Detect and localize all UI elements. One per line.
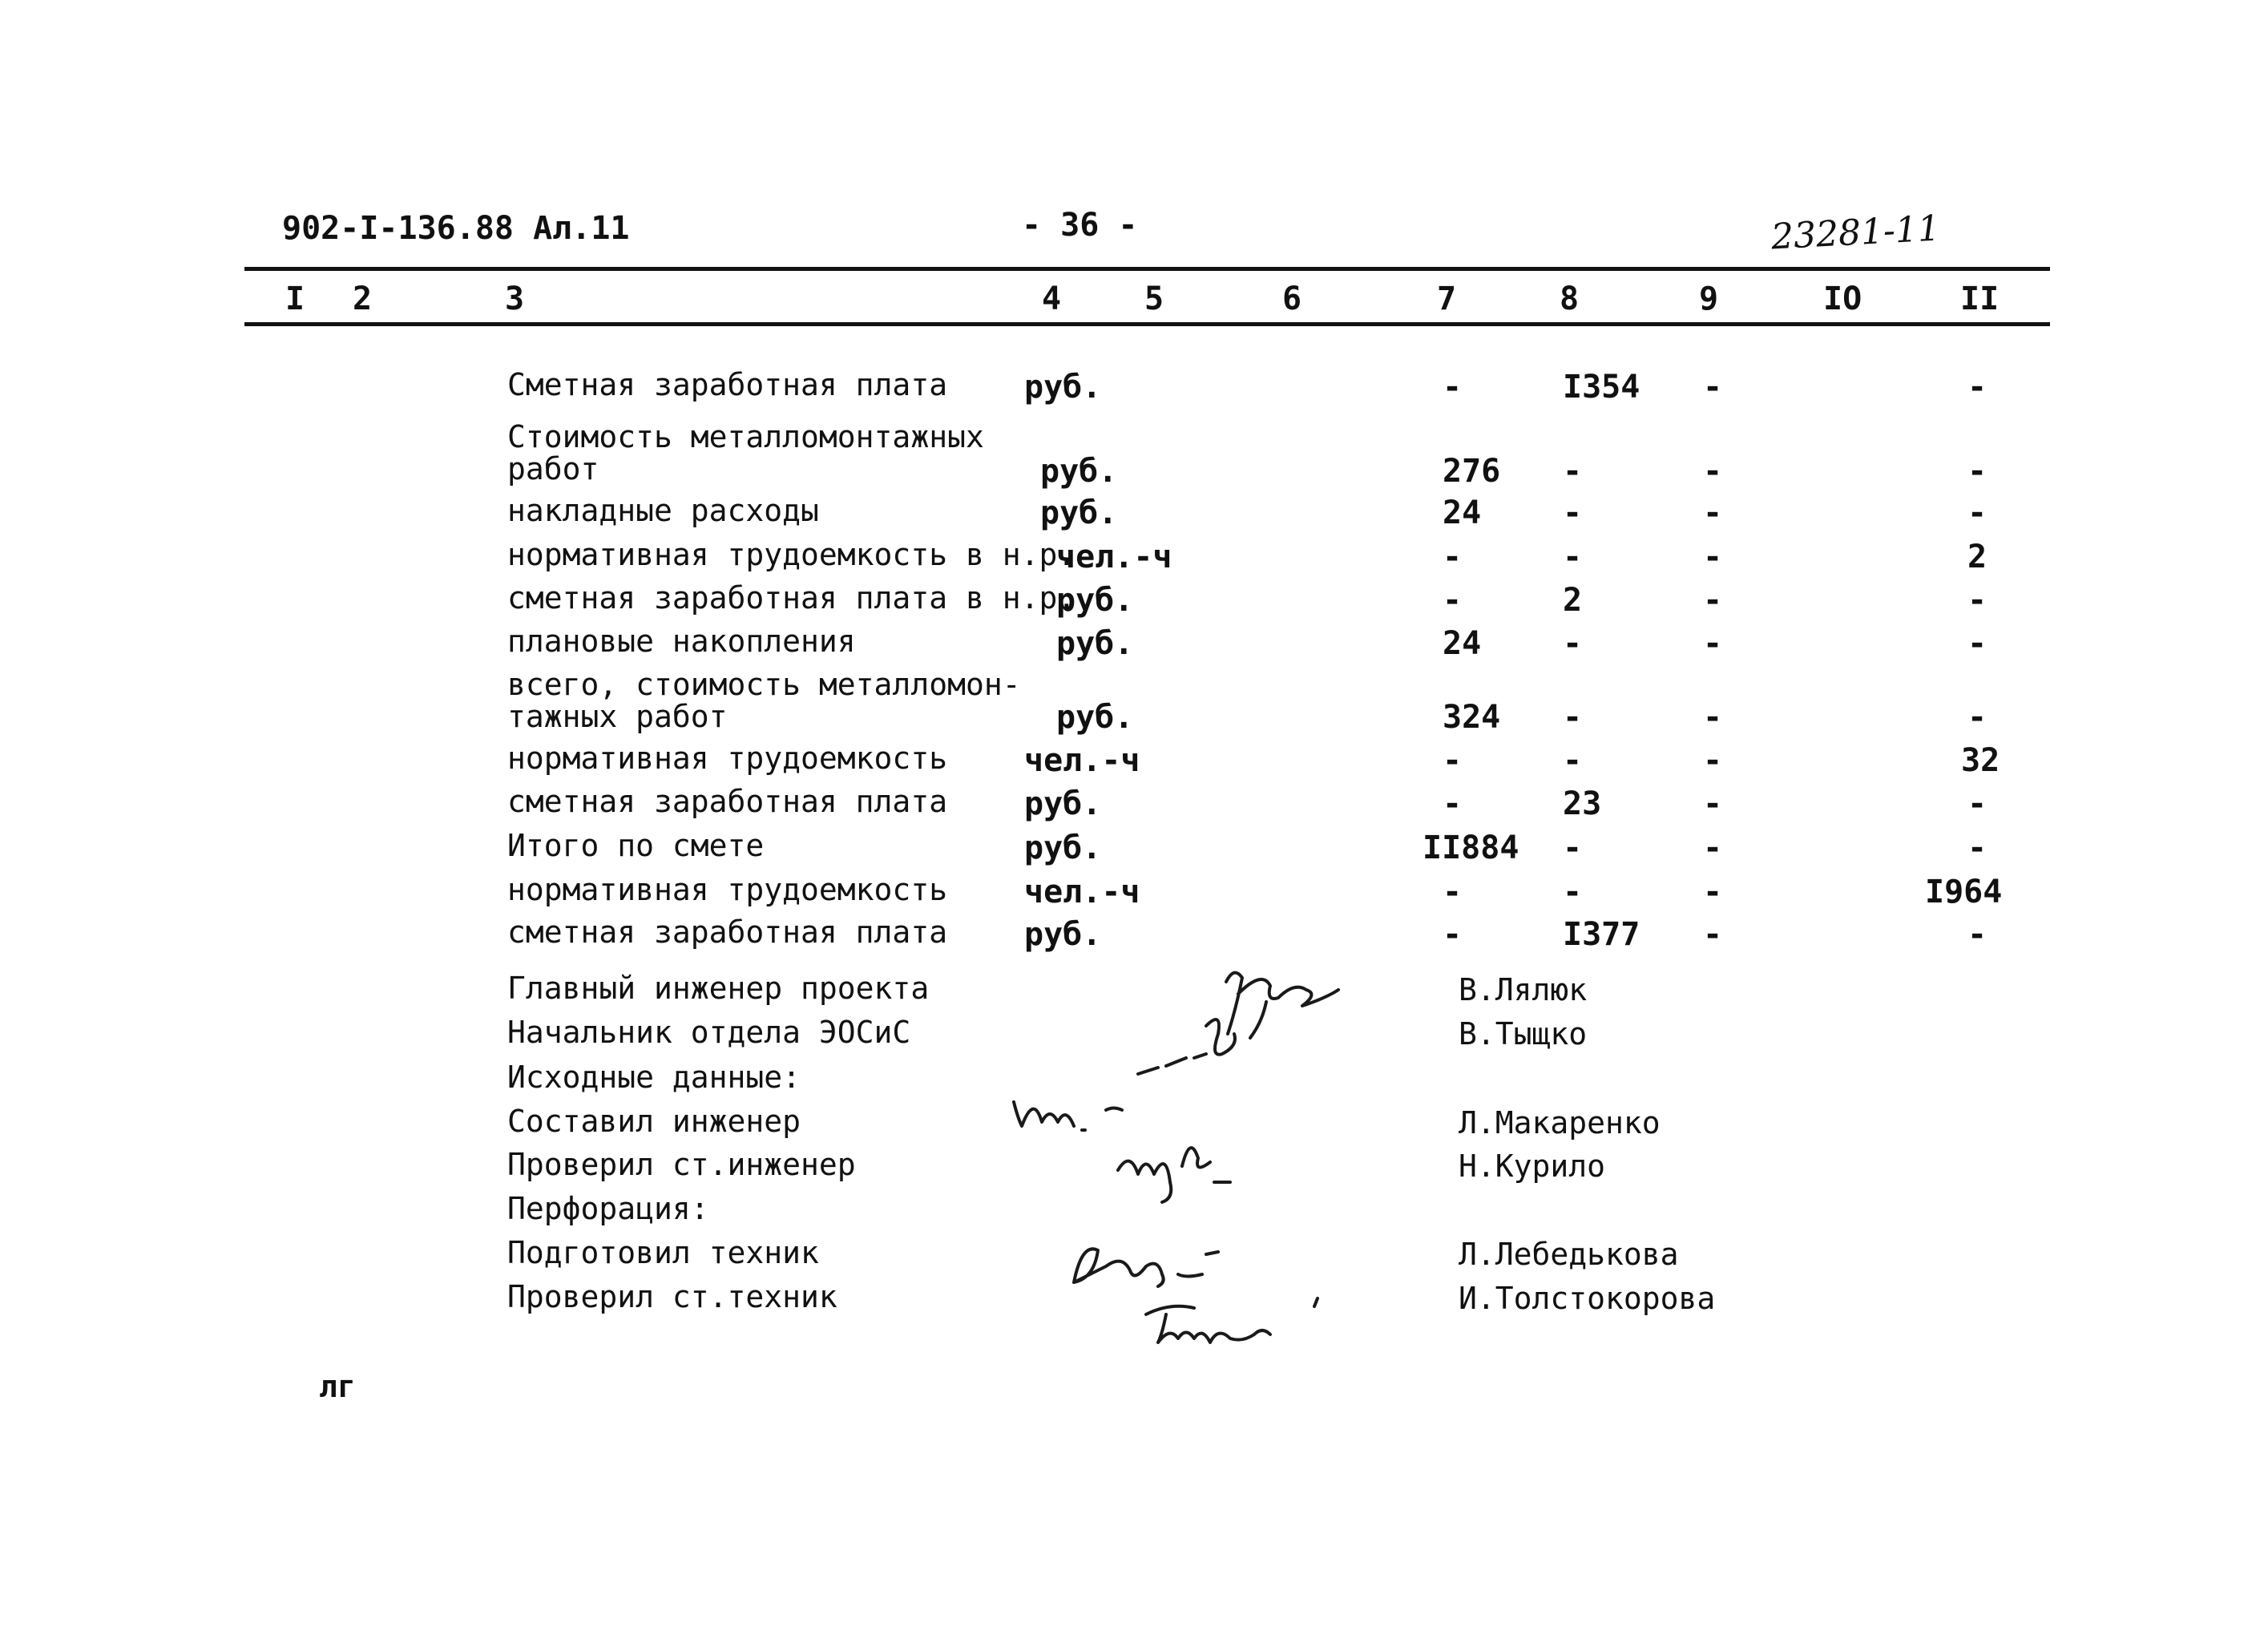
col9-value: - (1703, 495, 1723, 531)
row-unit: руб. (1056, 699, 1134, 736)
row-label: нормативная трудоемкость (507, 741, 948, 776)
row-label: всего, стоимость металломон- тажных работ (507, 667, 1021, 734)
col11-value: - (1967, 785, 1988, 822)
signature-name: В.Лялюк (1459, 972, 1588, 1007)
header-bottom-rule (244, 322, 2050, 326)
row-label: накладные расходы (507, 493, 819, 528)
col9-value: - (1703, 539, 1723, 575)
column-number: 3 (505, 281, 525, 317)
row-unit: руб. (1056, 582, 1134, 619)
col7-value: - (1443, 369, 1463, 406)
col7-value: - (1443, 582, 1463, 619)
page-number: - 36 - (1022, 207, 1138, 244)
col11-value: - (1967, 495, 1988, 531)
table-row (0, 667, 2268, 747)
col7-value: II884 (1423, 830, 1519, 866)
column-number: 4 (1042, 281, 1062, 317)
col7-value: - (1443, 785, 1463, 822)
signature-row (0, 1237, 2268, 1277)
row-unit: руб. (1056, 625, 1134, 662)
table-row (0, 419, 2268, 501)
row-unit: руб. (1024, 830, 1102, 866)
footer-mark: лг (319, 1369, 356, 1404)
table-row (0, 830, 2268, 878)
col9-value: - (1703, 916, 1723, 953)
signature-role: Исходные данные: (507, 1060, 801, 1095)
signature-name: В.Тыщко (1459, 1016, 1588, 1052)
column-number: IO (1823, 281, 1862, 317)
col8-value: I354 (1563, 369, 1640, 406)
signature-role: Начальник отдела ЭОСиС (507, 1015, 911, 1050)
col11-value: I964 (1925, 874, 2003, 910)
table-row (0, 742, 2268, 790)
column-number: 5 (1144, 281, 1164, 317)
top-rule (244, 267, 2050, 271)
col7-value: - (1443, 916, 1463, 953)
table-row (0, 785, 2268, 834)
signature-role: Проверил ст.техник (507, 1279, 837, 1314)
table-row (0, 874, 2268, 922)
row-unit: руб. (1024, 785, 1102, 822)
table-row (0, 539, 2268, 587)
col9-value: - (1703, 699, 1723, 736)
col9-value: - (1703, 582, 1723, 619)
column-number: I (285, 281, 305, 317)
col11-value: - (1967, 830, 1988, 866)
table-row (0, 625, 2268, 673)
col9-value: - (1703, 830, 1723, 866)
table-row (0, 916, 2268, 964)
col8-value: - (1563, 699, 1583, 736)
col7-value: - (1443, 539, 1463, 575)
col11-value: 2 (1967, 539, 1988, 575)
col7-value: 276 (1443, 453, 1501, 490)
col8-value: - (1563, 830, 1583, 866)
table-row (0, 495, 2268, 543)
col8-value: - (1563, 874, 1583, 910)
signature-row (0, 1281, 2268, 1321)
row-label: сметная заработная плата в н.р. (507, 580, 1076, 616)
table-row (0, 369, 2268, 417)
signature-name: И.Толстокорова (1459, 1281, 1716, 1316)
col9-value: - (1703, 625, 1723, 662)
row-unit: чел.-ч (1024, 742, 1140, 779)
signature-role: Подготовил техник (507, 1235, 819, 1270)
signature-row (0, 1061, 2268, 1101)
row-label: Сметная заработная плата (507, 367, 948, 402)
col11-value: - (1967, 699, 1988, 736)
col11-value: - (1967, 453, 1988, 490)
signature-role: Составил инженер (507, 1104, 801, 1139)
col7-value: - (1443, 742, 1463, 779)
col11-value: - (1967, 916, 1988, 953)
column-number: II (1960, 281, 2000, 317)
col8-value: I377 (1563, 916, 1640, 953)
row-unit: чел.-ч (1024, 874, 1140, 910)
col11-value: - (1967, 369, 1988, 406)
column-number: 6 (1282, 281, 1302, 317)
table-row (0, 582, 2268, 630)
row-label: Итого по смете (507, 828, 765, 863)
col9-value: - (1703, 453, 1723, 490)
col8-value: - (1563, 453, 1583, 490)
signature-role: Проверил ст.инженер (507, 1147, 856, 1182)
col7-value: 324 (1443, 699, 1501, 736)
col8-value: 2 (1563, 582, 1583, 619)
row-label: плановые накопления (507, 624, 856, 659)
row-unit: чел.-ч (1056, 539, 1172, 575)
col9-value: - (1703, 874, 1723, 910)
col11-value: 32 (1961, 742, 2000, 779)
col8-value: - (1563, 625, 1583, 662)
col9-value: - (1703, 785, 1723, 822)
signature-role: Перфорация: (507, 1191, 709, 1226)
signature-row (0, 1016, 2268, 1056)
col11-value: - (1967, 582, 1988, 619)
col8-value: - (1563, 495, 1583, 531)
column-number: 7 (1437, 281, 1457, 317)
col8-value: - (1563, 539, 1583, 575)
signature-row (0, 1148, 2268, 1189)
col7-value: - (1443, 874, 1463, 910)
column-number: 2 (353, 281, 373, 317)
row-label: нормативная трудоемкость (507, 872, 948, 907)
col7-value: 24 (1443, 495, 1482, 531)
signature-role: Главный инженер проекта (507, 971, 930, 1006)
signature-name: Л.Макаренко (1459, 1105, 1661, 1140)
document-code: 902-I-136.88 Ал.11 (282, 210, 630, 247)
col9-value: - (1703, 742, 1723, 779)
row-unit: руб. (1024, 369, 1102, 406)
row-label: сметная заработная плата (507, 784, 948, 819)
stamp-number: 23281-11 (1770, 208, 1942, 258)
col9-value: - (1703, 369, 1723, 406)
col7-value: 24 (1443, 625, 1482, 662)
column-number: 8 (1560, 281, 1580, 317)
row-unit: руб. (1040, 495, 1118, 531)
row-label: нормативная трудоемкость в н.р. (507, 537, 1076, 572)
col8-value: - (1563, 742, 1583, 779)
row-label: сметная заработная плата (507, 914, 948, 950)
signature-name: Н.Курило (1459, 1148, 1606, 1184)
signature-row (0, 1105, 2268, 1145)
col8-value: 23 (1563, 785, 1602, 822)
row-label: Стоимость металломонтажных работ (507, 419, 984, 486)
row-unit: руб. (1040, 453, 1118, 490)
signature-row (0, 972, 2268, 1012)
column-number: 9 (1699, 281, 1719, 317)
row-unit: руб. (1024, 916, 1102, 953)
col11-value: - (1967, 625, 1988, 662)
signature-row (0, 1193, 2268, 1233)
signature-name: Л.Лебедькова (1459, 1237, 1679, 1272)
